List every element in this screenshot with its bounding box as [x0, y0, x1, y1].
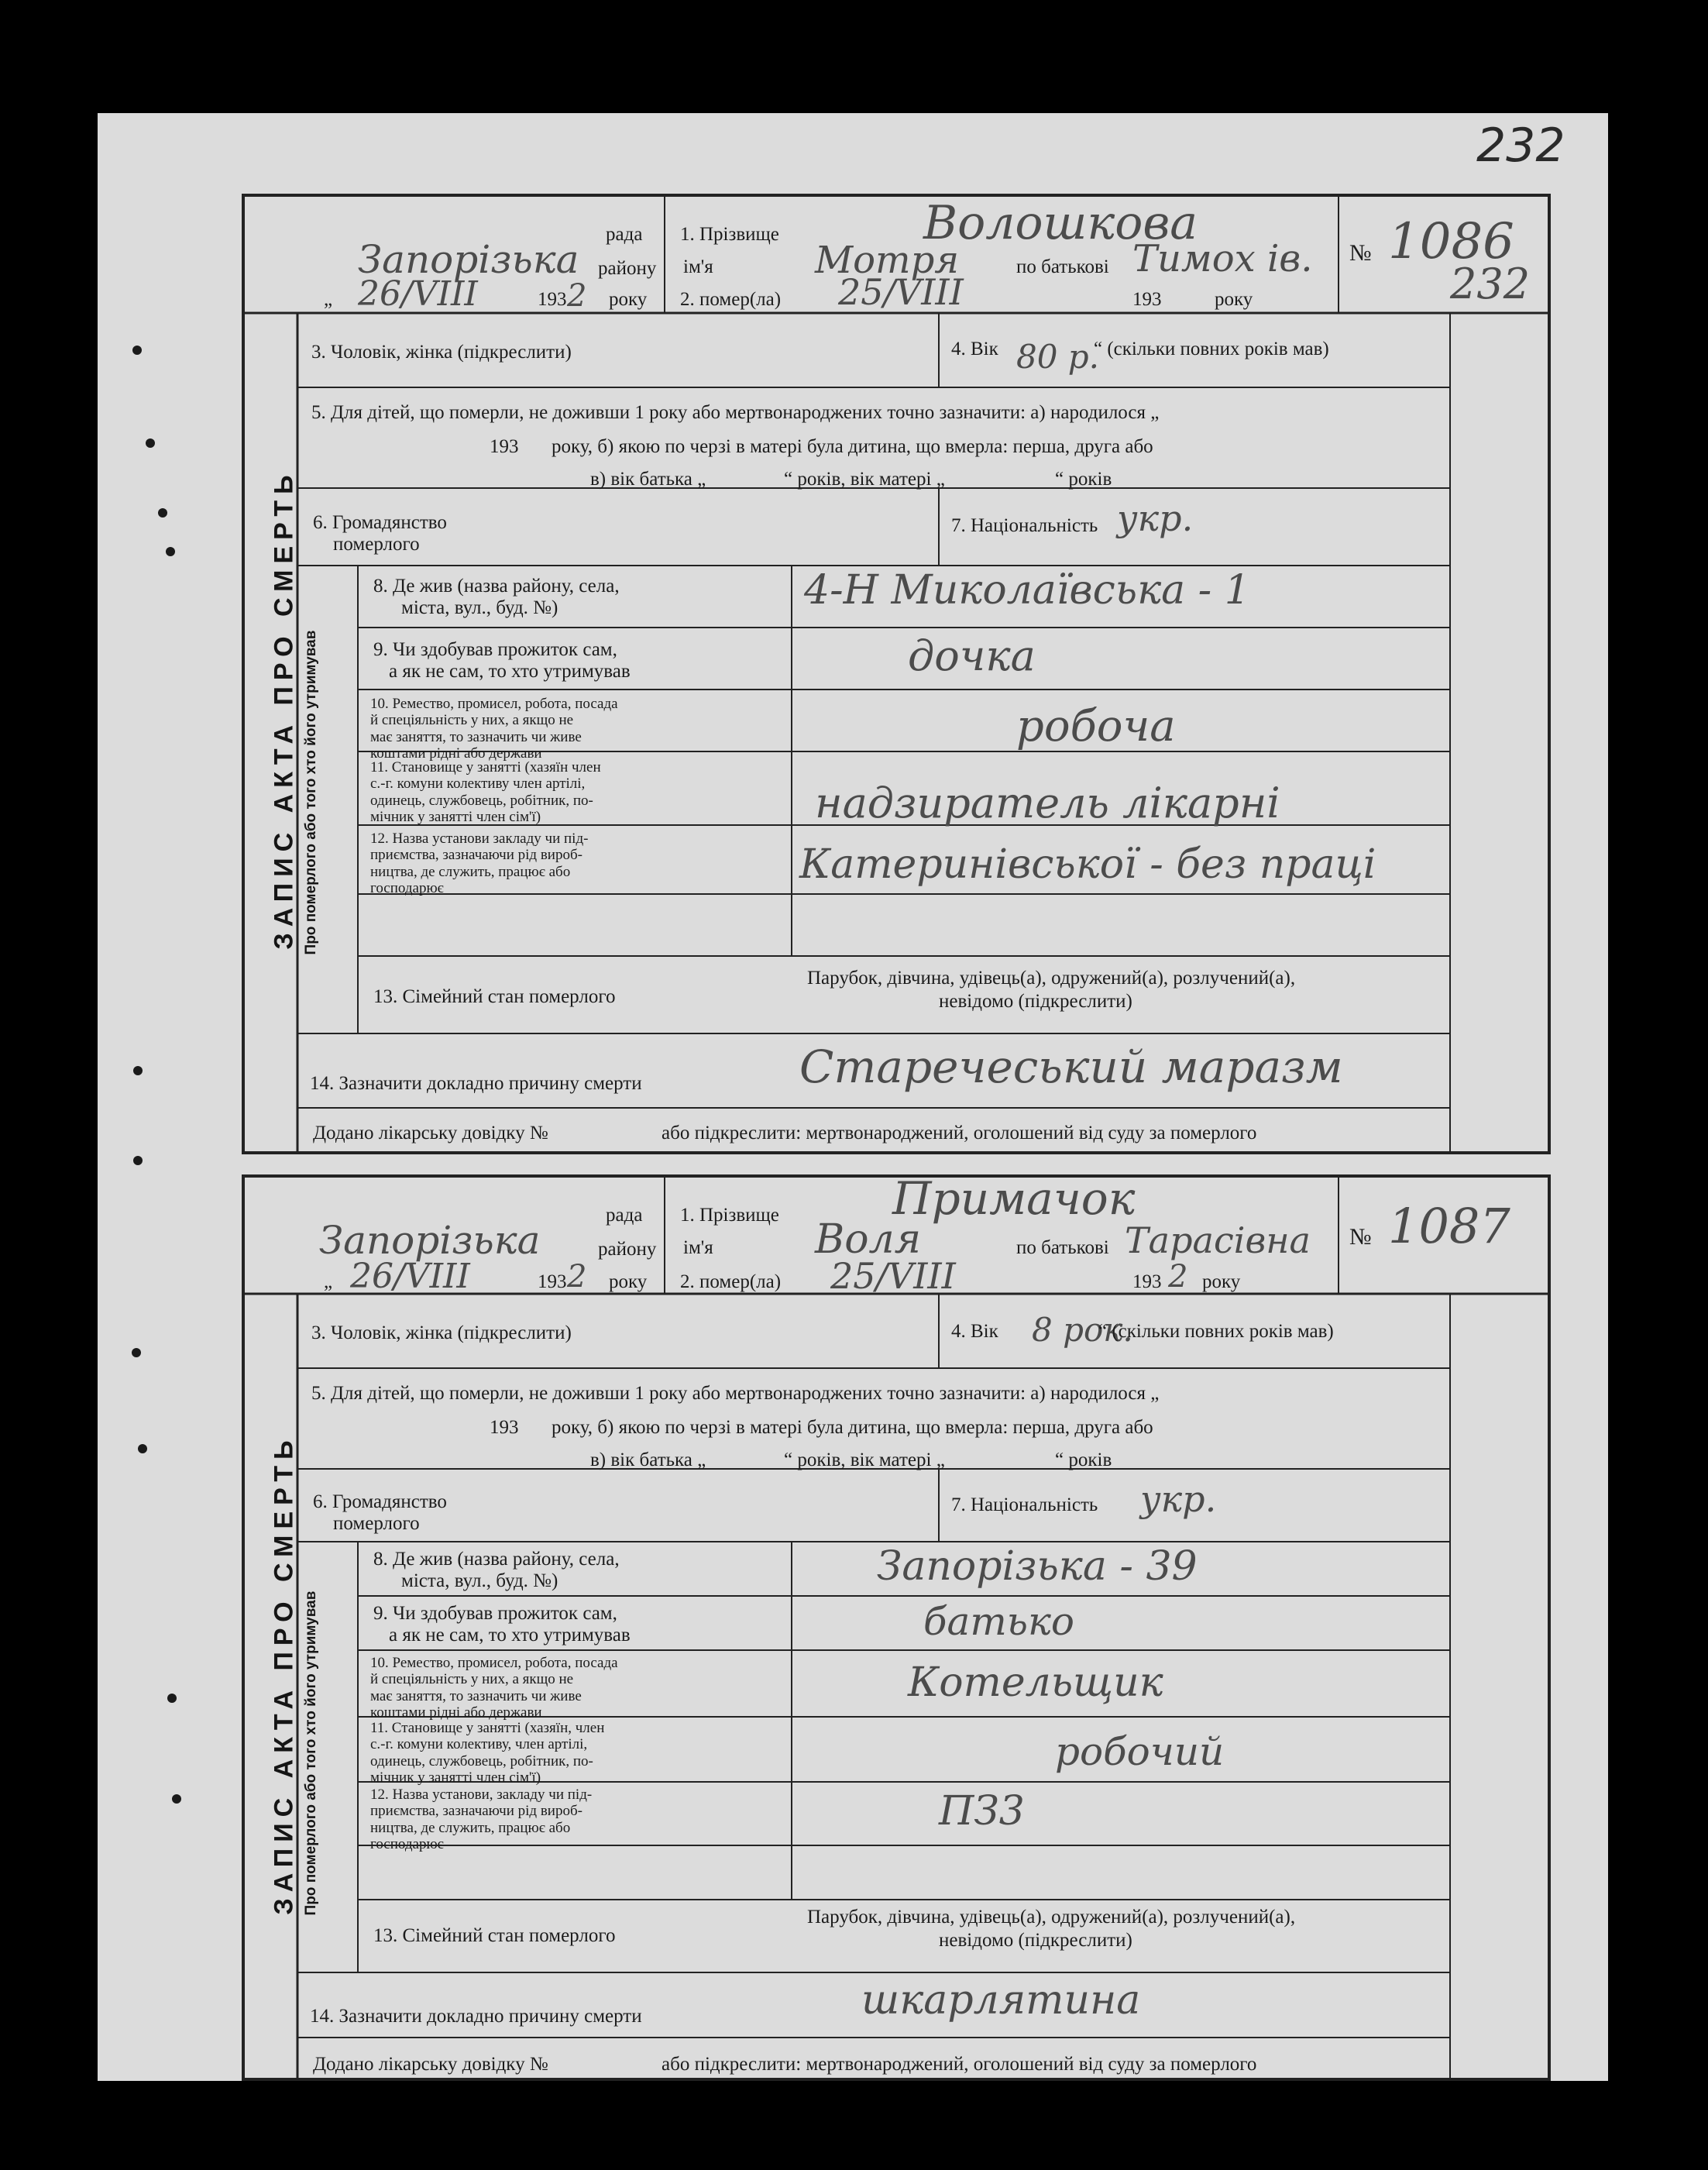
hw-record-number: 1086: [1388, 213, 1514, 270]
hw-nationality: укр.: [1140, 1478, 1217, 1520]
field-5-line3b: “ років, вік матері „: [784, 1450, 945, 1470]
field-14-label: 14. Зазначити докладно причину смерти: [310, 2006, 642, 2027]
footer-note: або підкреслити: мертвонароджений, оголошений від суду за померлого: [662, 1123, 1257, 1143]
death-record-1: [242, 194, 1551, 1154]
hw-name: Воля: [815, 1216, 922, 1263]
hw-age: 80 р.: [1016, 338, 1100, 376]
field-10-label: 10. Ремество, промисел, робота, посада й спеціяльність у них, а якщо не має заняття, то зазначить чи живе коштами рідні або держави: [370, 1655, 618, 1721]
hw-name: Мотря: [815, 239, 960, 282]
hw-record-number-alt: 232: [1450, 260, 1531, 308]
field-5-year: 193: [490, 1417, 519, 1438]
side-title: ЗАПИС АКТА ПРО СМЕРТЬ: [269, 1434, 299, 1915]
died-year: 193: [1132, 1271, 1162, 1292]
field-5-line1: 5. Для дітей, що померли, не доживши 1 року або мертвонароджених точно зазначити: а) народилося „: [311, 1383, 1160, 1404]
surname-label: 1. Прізвище: [680, 1205, 779, 1226]
side-subtitle: Про померлого або того хто його утримував: [303, 630, 319, 955]
field-9-label: 9. Чи здобував прожиток сам,: [373, 639, 617, 660]
field-13-options: Парубок, дівчина, удівець(а), одружений(а), розлучений(а),: [807, 968, 1296, 989]
rada-label: рада: [606, 1205, 643, 1226]
field-8-label2: міста, вул., буд. №): [401, 1570, 558, 1591]
hw-occupation: робоча: [1016, 701, 1176, 751]
field-6-label2: померлого: [333, 534, 420, 555]
document-page: [98, 113, 1608, 2081]
archive-page-number: 232: [1476, 119, 1565, 173]
punch-hole: [133, 1156, 143, 1165]
hw-status: робочий: [1055, 1729, 1225, 1774]
died-roku: року: [1202, 1271, 1241, 1292]
field-9-label2: а як не сам, то хто утримував: [389, 661, 631, 682]
hw-place: Запорізька: [358, 237, 579, 282]
died-label: 2. помер(ла): [680, 289, 782, 310]
date-prefix: „: [324, 289, 333, 310]
name-label: ім'я: [683, 1237, 713, 1258]
hw-place: Запорізька: [319, 1218, 541, 1263]
punch-hole: [132, 346, 142, 355]
hw-occupation: Котельщик: [908, 1659, 1163, 1706]
hw-death-date: 25/VIII: [838, 271, 964, 313]
field-8-label: 8. Де жив (назва району, села,: [373, 576, 620, 597]
hw-patronymic: Тимох ів.: [1132, 237, 1313, 280]
punch-hole: [167, 1694, 177, 1703]
footer-certificate: Додано лікарську довідку №: [313, 1123, 548, 1143]
field-8-label2: міста, вул., буд. №): [401, 597, 558, 618]
field-12-label: 12. Назва установи, закладу чи під- приємства, зазначаючи рід вироб- ництва, де служить, працює або господарює: [370, 1787, 593, 1852]
hw-date: 26/VIII: [350, 1257, 470, 1296]
roku-label: року: [609, 1271, 648, 1292]
death-record-2: [242, 1174, 1551, 2135]
field-4-suffix: “ (скільки повних років мав): [1098, 1321, 1334, 1342]
died-year: 193: [1132, 289, 1162, 310]
field-9-label: 9. Чи здобував прожиток сам,: [373, 1603, 617, 1624]
field-14-label: 14. Зазначити докладно причину смерти: [310, 1073, 642, 1094]
field-5-line1: 5. Для дітей, що померли, не доживши 1 року або мертвонароджених точно зазначити: а) народилося „: [311, 402, 1160, 423]
field-11-label: 11. Становище у занятті (хазяїн, член с.-г. комуни колективу, член артілі, одинець, службовець, робітник, по- мічник у занятті член сім'ї): [370, 1720, 605, 1786]
hw-year-digit: 2: [567, 1259, 587, 1295]
field-10-label: 10. Ремество, промисел, робота, посада й спеціяльність у них, а якщо не має заняття, то зазначить чи живе коштами рідні або держави: [370, 696, 618, 762]
hw-death-date: 25/VIII: [830, 1255, 956, 1297]
hw-age: 8 рок.: [1032, 1311, 1133, 1349]
hw-status: надзиратель лікарні: [815, 779, 1280, 827]
hw-year-digit: 2: [567, 278, 587, 314]
footer-note: або підкреслити: мертвонароджений, оголошений від суду за померлого: [662, 2054, 1257, 2075]
rada-label: рада: [606, 224, 643, 245]
died-label: 2. помер(ла): [680, 1271, 782, 1292]
field-13-options2: невідомо (підкреслити): [939, 991, 1132, 1012]
punch-hole: [132, 1348, 141, 1357]
roku-label: року: [609, 289, 648, 310]
field-5-line2: року, б) якою по черзі в матері була дитина, що вмерла: перша, друга або: [552, 436, 1153, 457]
punch-hole: [138, 1444, 147, 1453]
surname-label: 1. Прізвище: [680, 224, 779, 245]
punch-hole: [146, 438, 155, 448]
field-6-label2: померлого: [333, 1513, 420, 1534]
hw-record-number: 1087: [1388, 1198, 1510, 1254]
date-prefix: „: [324, 1271, 333, 1292]
hw-nationality: укр.: [1117, 497, 1194, 539]
punch-hole: [166, 547, 175, 556]
patronymic-label: по батькові: [1016, 1237, 1109, 1258]
field-5-year: 193: [490, 436, 519, 457]
side-subtitle: Про померлого або того хто його утримував: [303, 1591, 319, 1916]
hw-date: 26/VIII: [358, 274, 478, 314]
field-13-options2: невідомо (підкреслити): [939, 1930, 1132, 1951]
hw-cause: Старечеський маразм: [799, 1040, 1343, 1093]
field-8-label: 8. Де жив (назва району, села,: [373, 1549, 620, 1570]
patronymic-label: по батькові: [1016, 256, 1109, 277]
hw-cause: шкарлятина: [861, 1977, 1141, 2024]
field-4-label: 4. Вік: [951, 339, 998, 359]
field-12-label: 12. Назва установи закладу чи під- приємства, зазначаючи рід вироб- ництва, де служить, працює або господарює: [370, 831, 589, 896]
hw-address: 4-Н Миколаївська - 1: [804, 567, 1250, 614]
field-7-label: 7. Національність: [951, 1494, 1098, 1515]
field-5-line3b: “ років, вік матері „: [784, 469, 945, 490]
field-13-label: 13. Сімейний стан померлого: [373, 986, 616, 1007]
field-3-label: 3. Чоловік, жінка (підкреслити): [311, 1322, 572, 1343]
hw-workplace: ПЗ3: [939, 1788, 1025, 1835]
hw-address: Запорізька - 39: [877, 1543, 1198, 1590]
died-roku: року: [1215, 289, 1253, 310]
raion-label: району: [598, 258, 657, 279]
hw-patronymic: Тарасівна: [1125, 1219, 1311, 1261]
number-label: №: [1349, 1224, 1372, 1250]
field-11-label: 11. Становище у занятті (хазяїн член с.-г. комуни колективу член артілі, одинець, службовець, робітник, по- мічник у занятті член сім'ї): [370, 759, 601, 825]
hw-surname: Волошкова: [923, 196, 1198, 250]
field-6-label: 6. Громадянство: [313, 1491, 447, 1512]
year-prefix: 193: [538, 289, 567, 310]
field-6-label: 6. Громадянство: [313, 512, 447, 533]
field-5-line3c: “ років: [1055, 1450, 1112, 1470]
punch-hole: [158, 508, 167, 518]
year-prefix: 193: [538, 1271, 567, 1292]
field-5-line2: року, б) якою по черзі в матері була дитина, що вмерла: перша, друга або: [552, 1417, 1153, 1438]
field-7-label: 7. Національність: [951, 515, 1098, 536]
field-5-line3a: в) вік батька „: [590, 1450, 706, 1470]
side-title: ЗАПИС АКТА ПРО СМЕРТЬ: [269, 469, 299, 950]
name-label: ім'я: [683, 256, 713, 277]
hw-surname: Примачок: [892, 1172, 1136, 1225]
field-5-line3a: в) вік батька „: [590, 469, 706, 490]
field-4-suffix: “ (скільки повних років мав): [1094, 339, 1329, 359]
field-13-options: Парубок, дівчина, удівець(а), одружений(а), розлучений(а),: [807, 1907, 1296, 1928]
hw-support: батько: [923, 1599, 1074, 1644]
field-13-label: 13. Сімейний стан померлого: [373, 1925, 616, 1946]
field-5-line3c: “ років: [1055, 469, 1112, 490]
hw-support: дочка: [908, 631, 1036, 680]
field-4-label: 4. Вік: [951, 1321, 998, 1342]
hw-workplace: Катеринівської - без праці: [799, 841, 1376, 888]
raion-label: району: [598, 1239, 657, 1260]
number-label: №: [1349, 240, 1372, 266]
field-3-label: 3. Чоловік, жінка (підкреслити): [311, 342, 572, 363]
punch-hole: [133, 1066, 143, 1075]
footer-certificate: Додано лікарську довідку №: [313, 2054, 548, 2075]
punch-hole: [172, 1794, 181, 1804]
hw-death-year-digit: 2: [1168, 1259, 1188, 1295]
field-9-label2: а як не сам, то хто утримував: [389, 1625, 631, 1646]
